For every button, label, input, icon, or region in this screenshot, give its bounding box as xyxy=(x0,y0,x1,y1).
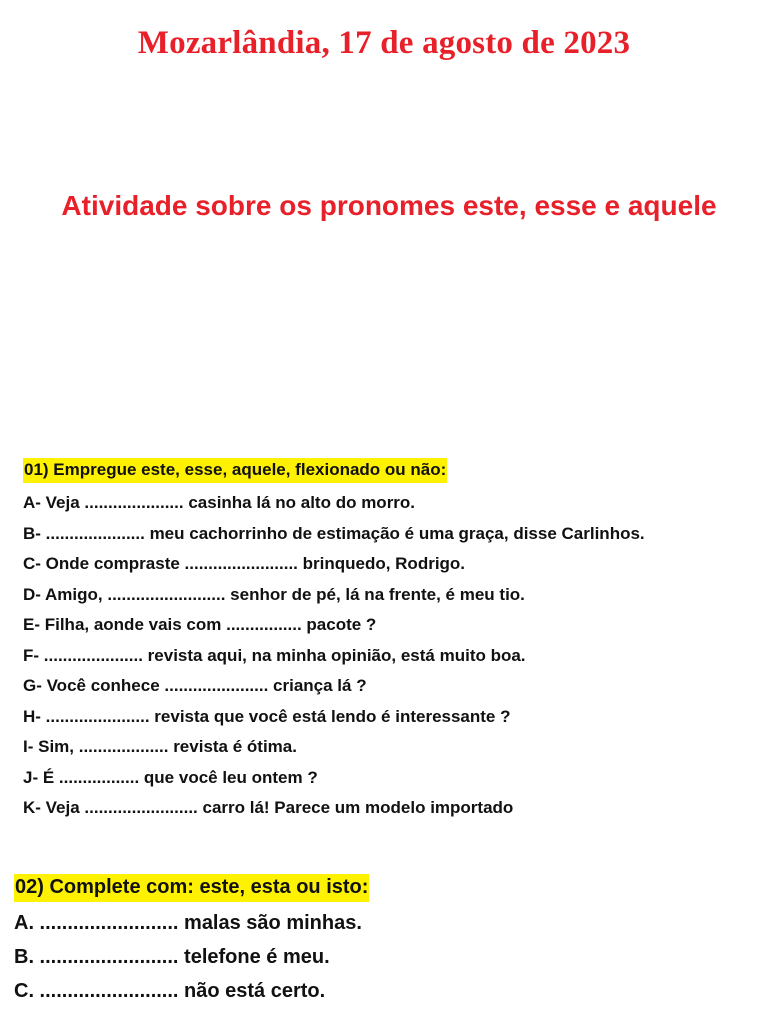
exercise-1-item-j: J- É ................. que você leu ontem ? xyxy=(23,767,318,787)
exercise-1-item-c: C- Onde compraste ........................ brinquedo, Rodrigo. xyxy=(23,554,466,573)
exercise-1-item-b: B- ..................... meu cachorrinho de estimação é uma graça, disse Carlinhos. xyxy=(23,523,645,543)
exercise-1-item-k: K- Veja ........................ carro lá! Parece um modelo importado xyxy=(23,798,514,817)
exercise-2-heading: 02) Complete com: este, esta ou isto: xyxy=(14,874,369,902)
exercise-2 xyxy=(14,874,369,1008)
exercise-1-item-i: I- Sim, ................... revista é ótima. xyxy=(23,737,297,756)
exercise-1-item-e: E- Filha, aonde vais com ................ pacote ? xyxy=(23,615,377,634)
exercise-1-item-d: D- Amigo, ......................... senhor de pé, lá na frente, é meu tio. xyxy=(23,584,525,604)
exercise-2-item-c: C. ......................... não está certo. xyxy=(14,980,326,1002)
exercise-1-item-h: H- ...................... revista que você está lendo é interessante ? xyxy=(23,706,511,726)
exercise-2-item-a: A. ......................... malas são minhas. xyxy=(14,912,362,934)
exercise-2-item-b: B. ......................... telefone é meu. xyxy=(14,946,330,968)
exercise-1-item-g: G- Você conhece ...................... criança lá ? xyxy=(23,676,367,695)
exercise-1-heading: 01) Empregue este, esse, aquele, flexionado ou não: xyxy=(23,458,447,483)
exercise-1-item-f: F- ..................... revista aqui, na minha opinião, está muito boa. xyxy=(23,645,526,665)
activity-title: Atividade sobre os pronomes este, esse e aquele xyxy=(61,190,717,221)
place-date-heading: Mozarlândia, 17 de agosto de 2023 xyxy=(137,25,631,61)
exercise-1-item-a: A- Veja ..................... casinha lá no alto do morro. xyxy=(23,493,416,512)
exercise-1 xyxy=(23,458,645,824)
